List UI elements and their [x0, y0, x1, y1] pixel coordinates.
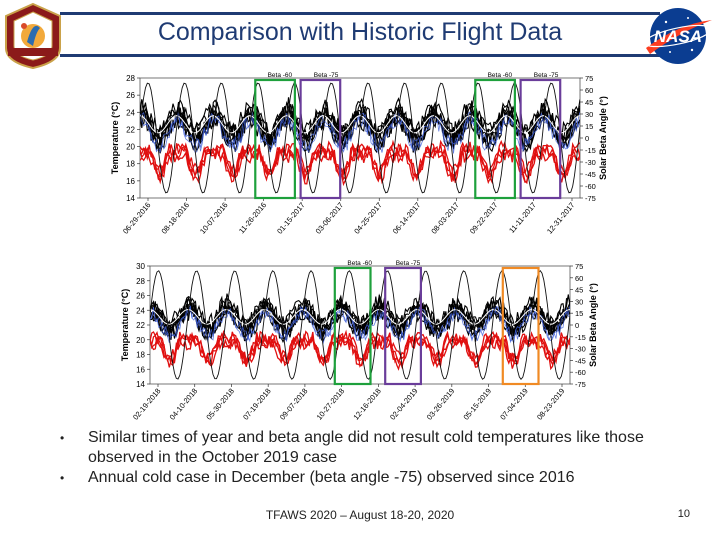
x-tick-label: 07-19-2018 [241, 386, 273, 422]
y-tick-label: 26 [126, 91, 135, 101]
x-tick-label: 12-31-2017 [544, 200, 577, 236]
y2-axis-label: Solar Beta Angle (°) [588, 283, 598, 367]
nasa-meatball-logo-icon [640, 4, 716, 68]
page-number: 10 [677, 508, 690, 520]
x-tick-label: 03-26-2019 [424, 386, 457, 422]
y2-tick-label: 45 [585, 98, 594, 107]
beta-annotation-label: Beta -60 [487, 72, 513, 79]
y-tick-label: 18 [126, 159, 135, 169]
x-tick-label: 06-14-2017 [390, 200, 423, 236]
x-tick-label: 01-15-2017 [275, 200, 307, 236]
y2-tick-label: -30 [585, 158, 596, 167]
x-tick-label: 12-16-2018 [351, 386, 383, 422]
beta-annotation-label: Beta -60 [347, 260, 372, 267]
x-tick-label: 08-03-2017 [429, 200, 461, 236]
beta-annotation-label: Beta -75 [533, 72, 559, 79]
y2-tick-label: 30 [585, 110, 594, 119]
y2-tick-label: -75 [585, 194, 596, 203]
y2-tick-label: 60 [585, 86, 594, 95]
bullet-list [60, 428, 700, 488]
slide-header [0, 0, 720, 80]
x-tick-label: 09-07-2018 [277, 386, 310, 422]
y2-tick-label: -30 [575, 344, 586, 354]
y2-axis-label: Solar Beta Angle (°) [598, 96, 608, 180]
x-tick-label: 06-29-2016 [120, 200, 153, 236]
y-tick-label: 14 [126, 194, 135, 203]
y-tick-label: 30 [136, 262, 145, 271]
chart-svg [108, 70, 618, 248]
chart-svg [120, 256, 600, 424]
y-tick-label: 28 [136, 276, 145, 286]
x-tick-label: 05-15-2019 [461, 386, 494, 422]
x-tick-label: 02-04-2019 [388, 386, 420, 422]
bullet-dot-icon: • [60, 471, 65, 485]
slide-footer [0, 508, 720, 528]
y-tick-label: 24 [126, 108, 135, 118]
y-tick-label: 28 [126, 74, 135, 83]
y-tick-label: 18 [136, 350, 145, 360]
y-tick-label: 20 [126, 142, 135, 152]
footer-text: TFAWS 2020 – August 18-20, 2020 [265, 508, 455, 522]
y-tick-label: 16 [126, 176, 135, 186]
beta-annotation-label: Beta -75 [313, 72, 339, 79]
y2-tick-label: 15 [585, 122, 594, 131]
header-rule-top [60, 12, 660, 15]
header-rule-bottom [60, 54, 660, 57]
beta-annotation-label: Beta -60 [267, 72, 293, 79]
beta-annotation-label: Beta -75 [395, 260, 421, 267]
bullet-item [60, 468, 700, 488]
y2-tick-label: -15 [585, 146, 596, 155]
x-tick-label: 10-27-2018 [314, 386, 347, 422]
x-tick-label: 07-04-2019 [498, 386, 530, 422]
x-tick-label: 11-26-2016 [236, 200, 269, 236]
y2-tick-label: -15 [575, 332, 586, 342]
y2-tick-label: 30 [575, 297, 584, 307]
y-axis-label: Temperature (°C) [120, 288, 130, 362]
y-tick-label: 16 [136, 365, 145, 375]
y2-tick-label: 0 [585, 134, 590, 143]
x-tick-label: 05-30-2018 [204, 386, 236, 422]
y-tick-label: 26 [136, 291, 145, 301]
y2-tick-label: 60 [575, 273, 584, 283]
y2-tick-label: 75 [575, 262, 584, 271]
x-tick-label: 04-25-2017 [352, 200, 384, 236]
y2-tick-label: 45 [575, 285, 584, 295]
y2-tick-label: 15 [575, 309, 584, 319]
flight-data-chart-2018-2019 [120, 256, 600, 424]
flight-data-chart-2016-2017 [108, 70, 618, 248]
x-tick-label: 03-06-2017 [313, 200, 346, 236]
svg-text:NASA: NASA [653, 27, 703, 46]
slide-title: Comparison with Historic Flight Data [157, 18, 563, 46]
x-tick-label: 11-11-2017 [507, 200, 538, 235]
y2-tick-label: -60 [585, 182, 596, 191]
bullet-text: Similar times of year and beta angle did not result cold temperatures like those observed in the October 2019 case [88, 429, 644, 466]
y-tick-label: 22 [136, 321, 145, 330]
y2-tick-label: -60 [575, 368, 586, 378]
x-tick-label: 10-07-2016 [198, 200, 230, 236]
x-tick-label: 09-22-2017 [467, 200, 500, 236]
x-tick-label: 08-23-2019 [534, 386, 567, 422]
y-tick-label: 20 [136, 335, 145, 345]
x-tick-label: 08-18-2016 [159, 200, 192, 236]
y-tick-label: 14 [136, 380, 145, 389]
y2-tick-label: 75 [585, 74, 594, 83]
y-tick-label: 22 [126, 125, 135, 135]
y2-tick-label: -45 [585, 170, 596, 179]
tfaws-anniversary-logo-icon [2, 2, 64, 70]
y-tick-label: 24 [136, 306, 145, 316]
bullet-item [60, 428, 700, 468]
y-axis-label: Temperature (°C) [110, 101, 120, 175]
bullet-text: Annual cold case in December (beta angle -75) observed since 2016 [88, 469, 575, 486]
bullet-dot-icon: • [60, 431, 65, 445]
y2-tick-label: 0 [575, 321, 580, 330]
x-tick-label: 02-19-2018 [130, 386, 163, 422]
y2-tick-label: -75 [575, 380, 586, 389]
y2-tick-label: -45 [575, 356, 586, 366]
x-tick-label: 04-10-2018 [167, 386, 200, 422]
